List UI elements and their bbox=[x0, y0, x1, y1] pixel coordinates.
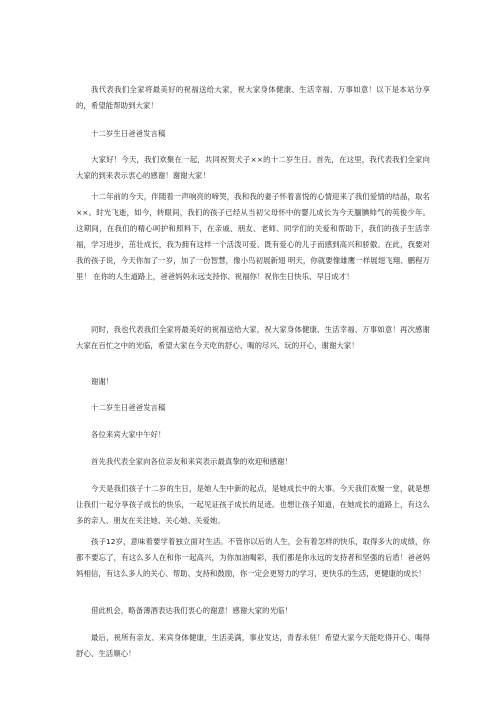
section-heading-2: 十二岁生日爸爸发言稿 bbox=[91, 403, 166, 412]
thanks-line: 谢谢！ bbox=[91, 377, 114, 386]
speech2-welcome: 首先我代表全家向各位亲友和来宾表示最真挚的欢迎和感谢！ bbox=[91, 457, 292, 466]
speech2-body-paragraph-1: 今天是我们孩子十二岁的生日，是她人生中新的起点，是她成长中的大事。今天我们欢聚一堂，就是想让我们一起分享孩子成长的快乐，一起见证孩子成长的足迹。也想让孩子知道，在她成长的道路上，有这么多的亲人、朋友在关注她、关心她、关爱她。 bbox=[76, 484, 430, 525]
speech2-greeting: 各位来宾大家中午好！ bbox=[91, 430, 166, 439]
speech2-body-paragraph-2: 孩子12岁，意味着要学着独立面对生活。不管你以后的人生，会有着怎样的快乐，取得多大的成绩，你都不要忘了，有这么多人在和你一起高兴，为你加油喝彩，我们都是你永远的支持者和坚强的后盾！爸爸妈妈相信，有这么多人的关心、帮助、支持和鼓励，你一定会更努力的学习，更快乐的生活，更健康的成长！ bbox=[76, 537, 430, 578]
speech2-closing-paragraph: 最后，祝所有亲友、来宾身体健康，生活美满，事业发达，青春永驻！希望大家今天能吃得开心、喝得舒心、生活顺心！ bbox=[76, 633, 430, 658]
speech1-closing-paragraph: 同时，我也代表我们全家将最美好的祝福送给大家，祝大家身体健康、生活幸福、万事如意！再次感谢大家在百忙之中的光临，希望大家在今天吃的舒心、喝的尽兴、玩的开心，谢谢大家！ bbox=[76, 325, 430, 350]
speech1-body-paragraph: 十二年前的今天，伴随着一声响亮的啼哭，我和我的妻子怀着喜悦的心情迎来了我们爱情的结晶，取名××。时光飞逝，如今，转眼间，我们的孩子已经从当初父母怀中的婴儿成长为今天腼腆帅气的英俊少年。这期间，在我们的精心呵护和照料下，在亲戚、朋友、老师、同学们的关爱和帮助下，我们的孩子生活幸福，学习进步，茁壮成长，我为拥有这样一个活泼可爱、既有爱心的儿子而感到高兴和骄傲。在此，我要对我的孩子说，今天你加了一岁，加了一份智慧，像小鸟初展新翅 明天，你就要像雄鹰一样展翅飞翔、鹏程万里！ 在你的人生道路上，爸爸妈妈永远支持你、祝福你！祝你生日快乐、早日成才！ bbox=[76, 192, 430, 281]
speech2-toast-line: 借此机会，略备薄酒表达我们衷心的谢意！感谢大家的光临！ bbox=[91, 606, 292, 615]
speech1-greeting-paragraph: 大家好！今天，我们欢聚在一起，共同祝贺犬子××的十二岁生日。首先，在这里，我代表我们全家向大家的到来表示衷心的感谢！谢谢大家！ bbox=[76, 155, 430, 180]
section-heading-1: 十二岁生日爸爸发言稿 bbox=[91, 129, 166, 138]
intro-paragraph: 我代表我们全家将最美好的祝福送给大家，祝大家身体健康、生活幸福、万事如意！以下是本站分享的，希望能帮助到大家！ bbox=[76, 85, 430, 110]
